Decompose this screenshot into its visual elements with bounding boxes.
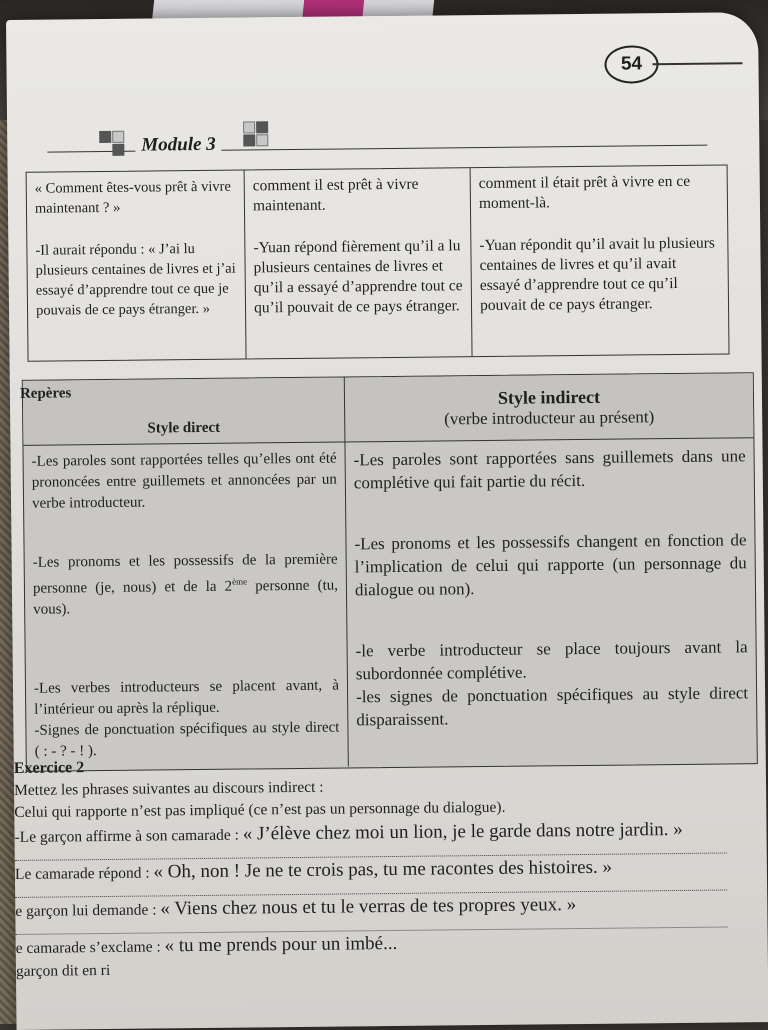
- table-column-direct: [27, 171, 247, 361]
- exercise-item: e camarade s’exclame : « tu me prends pour un imbé...: [15, 932, 398, 957]
- exercise-title: Exercice 2: [13, 759, 85, 777]
- rule-text: -Les paroles sont rapportées telles qu’elles ont été prononcées entre guillemets et annoncées par un verbe introducteur.: [31, 450, 337, 512]
- rule-text: -Signes de ponctuation spécifiques au style direct ( : - ? - ! ).: [34, 719, 340, 760]
- header-indirect-title: Style indirect: [497, 386, 601, 408]
- page-number-rule: [652, 62, 742, 65]
- rule-text: -les signes de ponctuation spécifiques au style direct disparaissent.: [356, 683, 749, 730]
- table-cell: comment il était prêt à vivre en ce moment-là.: [478, 172, 691, 213]
- indirect-style-column: [345, 438, 756, 766]
- exercise-instruction: Mettez les phrases suivantes au discours indirect :: [13, 778, 324, 799]
- rule-text: -Les pronoms et les possessifs de la première personne (je, nous) et de la 2ème personne (tu, vous).: [32, 551, 339, 618]
- rule-text: -Les verbes introducteurs se placent avant, à l’intérieur ou après la réplique.: [33, 677, 340, 718]
- reperes-body: [23, 438, 756, 770]
- table-column-past: [471, 165, 729, 356]
- direct-style-column: [23, 442, 348, 769]
- page-number: 54: [604, 45, 658, 84]
- exercise-note: Celui qui rapporte n’est pas impliqué (ce n’est pas un personnage du dialogue).: [14, 798, 506, 821]
- header-style-direct: Style direct: [23, 377, 346, 444]
- table-cell: -Il aurait répondu : « J’ai lu plusieurs centaines de livres et j’ai essayé d’apprendre tout ce que je pouvais de ce pays étranger. »: [35, 241, 236, 319]
- table-cell: -Yuan répondit qu’il avait lu plusieurs centaines de livres et qu’il avait essayé d’apprendre tout ce qu’il pouvait de ce pays étranger.: [479, 234, 715, 315]
- reperes-label: Repères: [19, 385, 72, 402]
- speech-comparison-table: [26, 164, 730, 361]
- table-cell: comment il est prêt à vivre maintenant.: [252, 175, 419, 215]
- exercise-item: garçon dit en ri: [15, 961, 111, 980]
- exercise-item: Le camarade répond : « Oh, non ! Je ne te crois pas, tu me racontes des histoires. »: [14, 856, 613, 883]
- module-deco-icon-left: [99, 131, 125, 157]
- header-style-indirect: [345, 373, 754, 441]
- exercise-section: [14, 750, 768, 983]
- table-cell: « Comment êtes-vous prêt à vivre maintenant ? »: [34, 178, 231, 217]
- table-cell: -Yuan répond fièrement qu’il a lu plusieurs centaines de livres et qu’il a essayé d’apprendre tout ce qu’il pouvait de ce pays étranger.: [253, 237, 463, 317]
- rule-text: -Les paroles sont rapportées sans guillemets dans une complétive qui fait partie du récit.: [353, 446, 746, 493]
- exercise-item: e garçon lui demande : « Viens chez nous et tu le verras de tes propres yeux. »: [15, 894, 577, 920]
- reperes-table: [19, 372, 758, 772]
- module-deco-icon-right: [243, 121, 269, 147]
- textbook-page: [6, 12, 768, 1030]
- reperes-header: [23, 373, 754, 446]
- rule-text: -le verbe introducteur se place toujours avant la subordonnée complétive.: [355, 637, 748, 684]
- table-column-present: [245, 168, 473, 358]
- header-indirect-sub: (verbe introducteur au présent): [444, 406, 655, 428]
- rule-text: -Les pronoms et les possessifs changent en fonction de l’implication de celui qui rapporte (un personnage du dialogue ou non).: [354, 530, 747, 600]
- module-title: Module 3: [135, 134, 222, 157]
- exercise-item: -Le garçon affirme à son camarade : « J’élève chez moi un lion, je le garde dans notre jardin. »: [14, 818, 683, 846]
